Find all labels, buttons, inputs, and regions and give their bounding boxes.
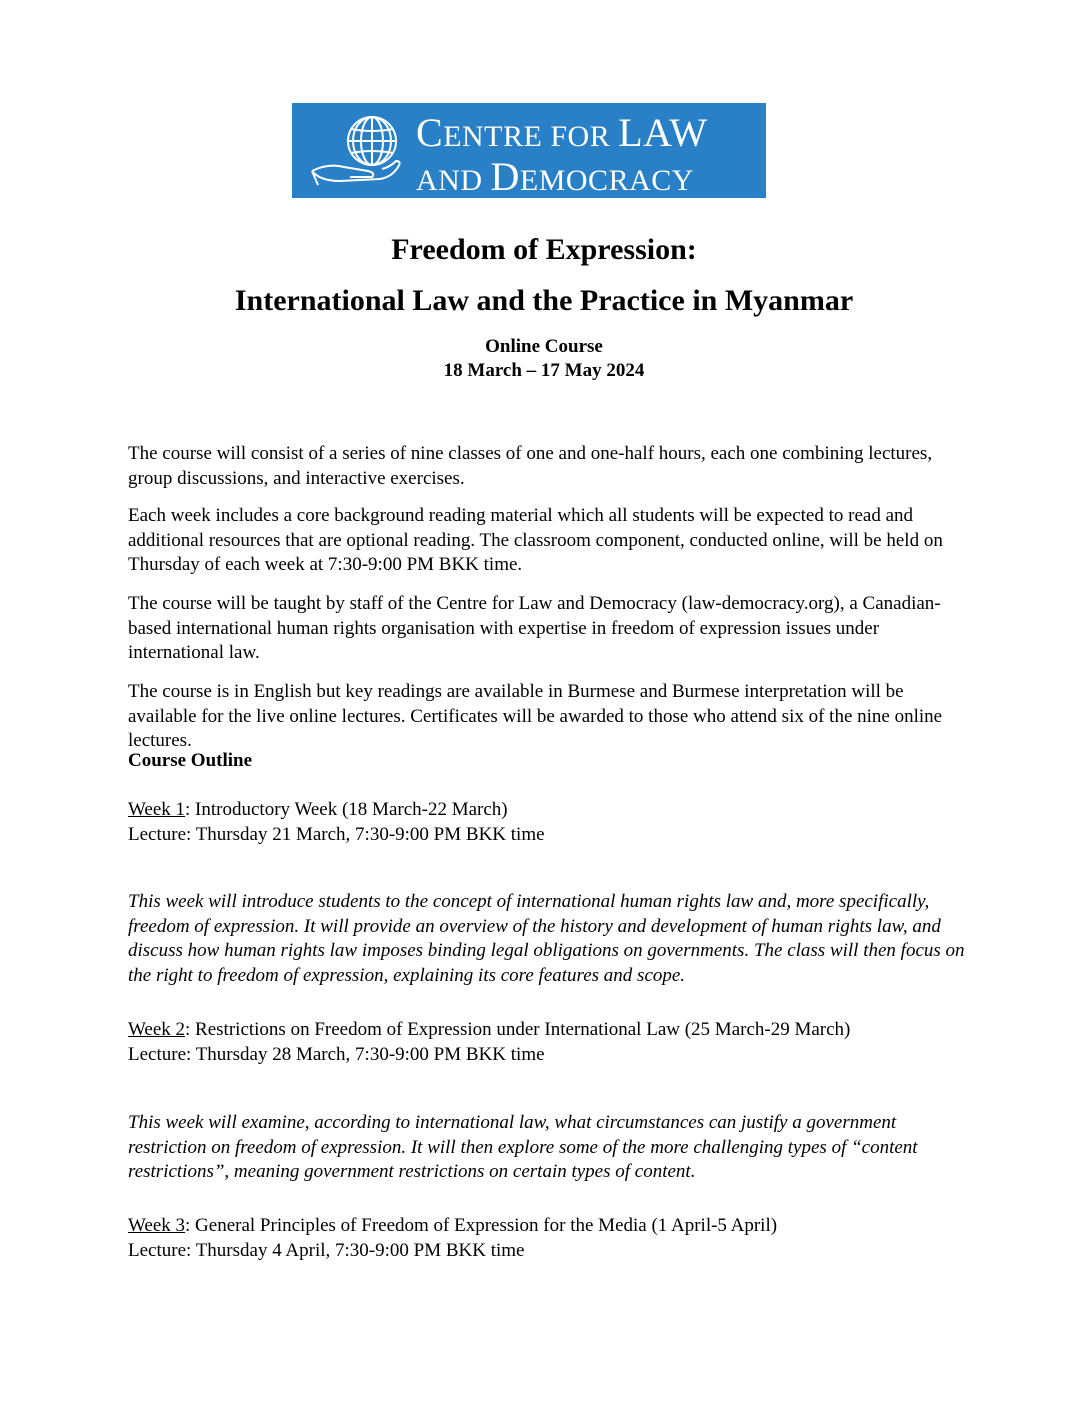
week-lecture-time: Lecture: Thursday 21 March, 7:30-9:00 PM BKK time — [128, 823, 545, 845]
logo-letter: C — [416, 110, 444, 155]
logo-letter: D — [490, 154, 520, 199]
week-3-header — [128, 1214, 968, 1263]
week-2-description: This week will examine, according to international law, what circumstances can justify a government restriction on freedom of expression. It will then explore some of the more challenging types of “content restrictions”, meaning government restrictions on certain types of content. — [128, 1112, 918, 1182]
course-dates: 18 March – 17 May 2024 — [443, 360, 645, 381]
week-title: : Restrictions on Freedom of Expression under International Law (25 March-29 March) — [185, 1019, 851, 1040]
logo-text-law: LAW — [618, 110, 708, 155]
week-label: Week 3 — [128, 1215, 186, 1236]
globe-in-hand-icon — [310, 111, 410, 191]
week-label: Week 2 — [128, 1019, 186, 1040]
week-1-description: This week will introduce students to the concept of international human rights law and, more specifically, freedom of expression. It will provide an overview of the history and development of human rights law, and discuss how human rights law imposes binding legal obligations on governments. The class will then focus on the right to freedom of expression, explaining its core features and scope. — [128, 891, 965, 986]
week-1-header — [128, 798, 968, 847]
week-lecture-time: Lecture: Thursday 4 April, 7:30-9:00 PM BKK time — [128, 1239, 525, 1261]
week-label: Week 1 — [128, 799, 186, 820]
week-title: : General Principles of Freedom of Expression for the Media (1 April-5 April) — [185, 1215, 778, 1236]
logo-wordmark — [416, 110, 708, 199]
paragraph-language-certificates: The course is in English but key readings are available in Burmese and Burmese interpretation will be available for the live online lectures. Certificates will be awarded to those who attend six of the nine online lectures. — [128, 681, 943, 751]
logo-text-and: AND — [416, 164, 491, 197]
document-title-line2: International Law and the Practice in Myanmar — [234, 284, 854, 317]
course-format: Online Course — [485, 336, 603, 357]
week-2-header — [128, 1018, 968, 1067]
document-title-line1: Freedom of Expression: — [391, 233, 697, 266]
logo-text-centre: ENTRE FOR — [443, 120, 619, 153]
paragraph-course-structure: The course will consist of a series of nine classes of one and one-half hours, each one combining lectures, group discussions, and interactive exercises. — [128, 443, 933, 489]
logo-text-democracy: EMOCRACY — [519, 164, 694, 197]
paragraph-teaching-staff: The course will be taught by staff of the Centre for Law and Democracy (law-democracy.org), a Canadian-based international human rights organisation with expertise in freedom of expression issues under international law. — [128, 593, 941, 663]
paragraph-readings: Each week includes a core background reading material which all students will be expected to read and additional resources that are optional reading. The classroom component, conducted online, will be held on Thursday of each week at 7:30-9:00 PM BKK time. — [128, 505, 943, 575]
week-lecture-time: Lecture: Thursday 28 March, 7:30-9:00 PM BKK time — [128, 1043, 545, 1065]
week-title: : Introductory Week (18 March-22 March) — [185, 799, 508, 820]
course-outline-heading: Course Outline — [128, 750, 253, 771]
logo-banner — [292, 103, 766, 198]
